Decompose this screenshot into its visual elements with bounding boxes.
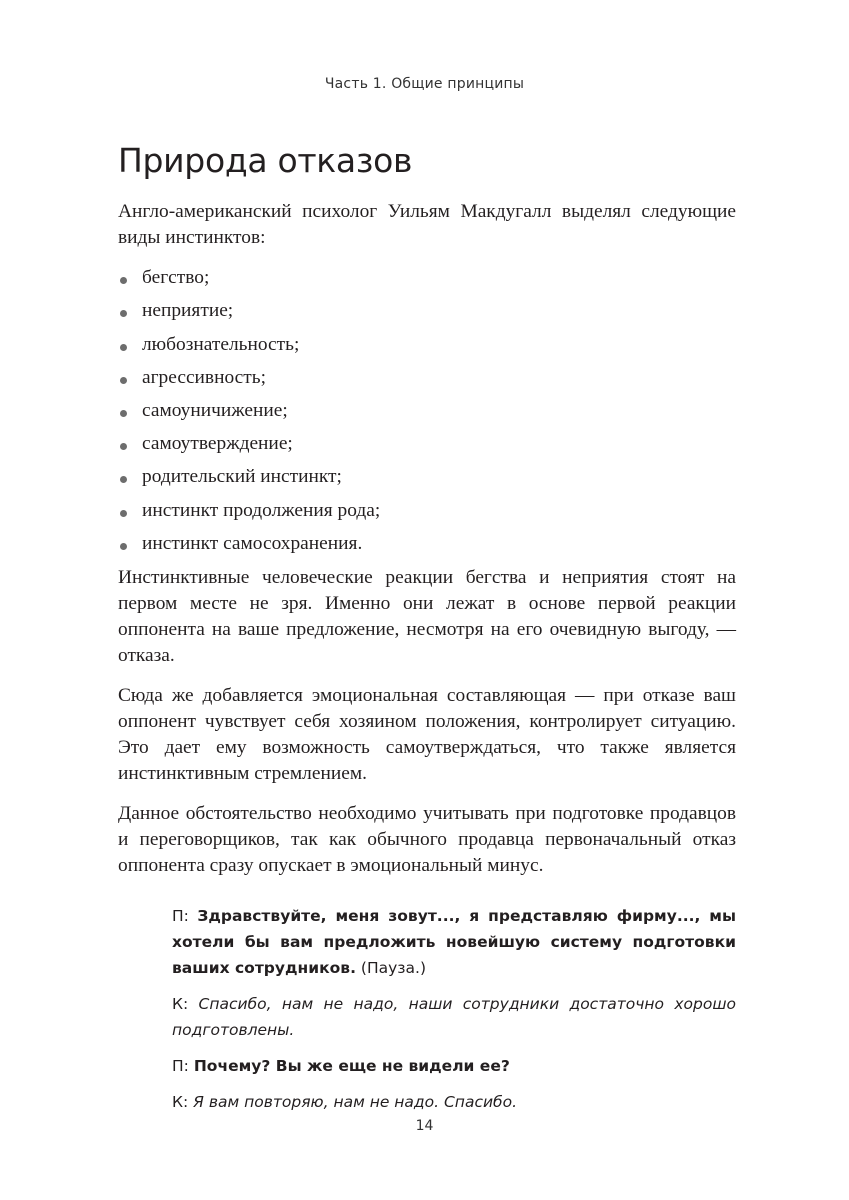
bullet-icon [120, 543, 127, 550]
list-item-text: самоуничижение; [142, 400, 288, 421]
page-number: 14 [415, 1118, 434, 1134]
bullet-icon [120, 344, 127, 351]
bullet-icon [120, 476, 127, 483]
list-item-text: самоутверждение; [142, 433, 293, 455]
speaker-label: П: [172, 1056, 189, 1075]
dialogue-line [172, 903, 736, 981]
list-item-text: агрессивность; [142, 366, 266, 388]
list-item [118, 531, 736, 557]
list-item [118, 431, 736, 457]
speaker-label: К: [172, 1092, 189, 1111]
paragraph-reactions: Инстинктивные человеческие реакции бегства и неприятия стоят на первом месте не зря. Именно они лежат в основе первой реакции оппонента на ваше предложение, несмотря на его очевидную выгоду, — отказа. [118, 566, 736, 666]
list-item [118, 498, 736, 524]
dialogue-line [172, 1053, 736, 1079]
instincts-list [118, 265, 736, 557]
list-item-text: любознательность; [142, 333, 300, 355]
list-item-text: инстинкт продолжения рода; [142, 499, 381, 521]
speaker-label: П: [172, 906, 189, 925]
bullet-icon [120, 277, 127, 284]
intro-paragraph: Англо-американский психолог Уильям Макдугалл выделял следующие виды инстинктов: [118, 201, 736, 249]
dialogue-example [172, 903, 736, 1115]
bullet-icon [120, 310, 127, 317]
list-item-text: родительский инстинкт; [142, 466, 342, 488]
list-item [118, 298, 736, 324]
bullet-icon [120, 410, 127, 417]
chapter-title: Природа отказов [118, 141, 413, 180]
page-content [118, 140, 736, 1125]
list-item-text: инстинкт самосохранения. [142, 532, 363, 554]
paragraph-training: Данное обстоятельство необходимо учитывать при подготовке продавцов и переговорщиков, так как обычного продавца первоначальный отказ оппонента сразу опускает в эмоциональный минус. [118, 802, 736, 876]
dialogue-note: (Пауза.) [360, 958, 426, 977]
bullet-icon [120, 377, 127, 384]
speaker-label: К: [172, 994, 189, 1013]
list-item [118, 464, 736, 490]
list-item-text: неприятие; [142, 300, 234, 322]
dialogue-text: Здравствуйте, меня зовут..., я представляю фирму..., мы хотели бы вам предложить новейшую систему подготовки ваших сотрудников. [172, 906, 736, 977]
list-item [118, 332, 736, 358]
list-item [118, 365, 736, 391]
dialogue-text: Спасибо, нам не надо, наши сотрудники достаточно хорошо подготовлены. [172, 994, 736, 1039]
dialogue-line [172, 1089, 736, 1115]
list-item [118, 265, 736, 291]
bullet-icon [120, 443, 127, 450]
running-head: Часть 1. Общие принципы [324, 76, 525, 92]
dialogue-line [172, 991, 736, 1043]
list-item [118, 398, 736, 424]
bullet-icon [120, 510, 127, 517]
dialogue-text: Почему? Вы же еще не видели ее? [193, 1056, 510, 1075]
paragraph-emotional: Сюда же добавляется эмоциональная составляющая — при отказе ваш оппонент чувствует себя хозяином положения, контролирует ситуацию. Это дает ему возможность самоутверждаться, что также является инстинктивным стремлением. [118, 684, 736, 784]
list-item-text: бегство; [142, 267, 210, 289]
dialogue-text: Я вам повторяю, нам не надо. Спасибо. [193, 1092, 518, 1111]
